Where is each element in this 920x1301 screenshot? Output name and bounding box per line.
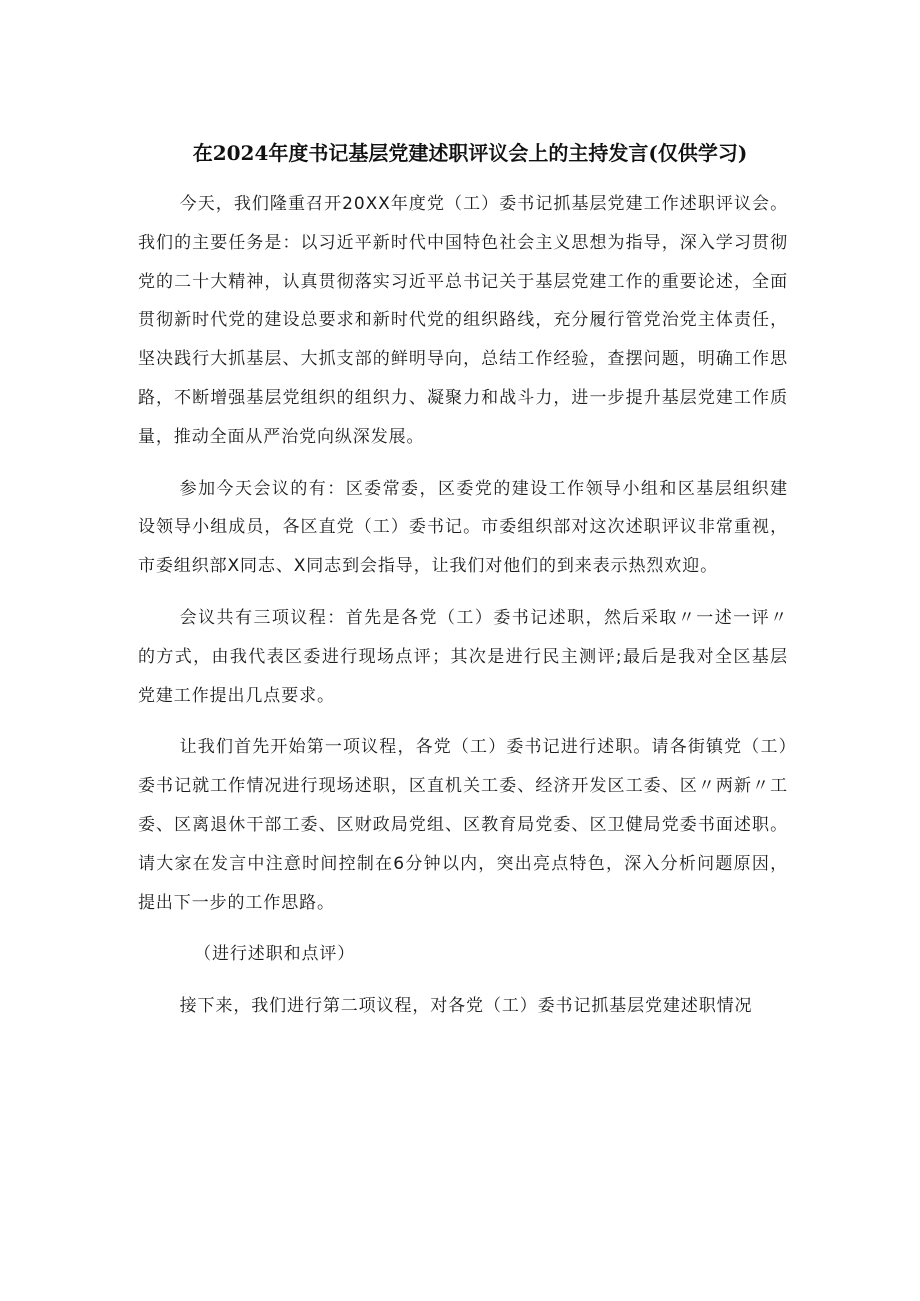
paragraph-stage-note: （进行述职和点评） bbox=[194, 944, 356, 965]
paragraph-opening: 今天，我们隆重召开20XX年度党（工）委书记抓基层党建工作述职评议会。我们的主要任务是：以习近平新时代中国特色社会主义思想为指导，深入学习贯彻党的二十大精神，认真贯彻落实习近平总书记关于基层党建工作的重要论述，全面贯彻新时代党的建设总要求和新时代党的组织路线，充分履行管党治党主体责任，坚决践行大抓基层、大抓支部的鲜明导向，总结工作经验，查摆问题，明确工作思路，不断增强基层党组织的组织力、凝聚力和战斗力，进一步提升基层党建工作质量，推动全面从严治党向纵深发展。 bbox=[138, 194, 788, 447]
paragraph-attendees: 参加今天会议的有：区委常委，区委党的建设工作领导小组和区基层组织建设领导小组成员，各区直党（工）委书记。市委组织部对这次述职评议非常重视，市委组织部X同志、X同志到会指导，让我们对他们的到来表示热烈欢迎。 bbox=[138, 478, 788, 577]
paragraph-second-item: 接下来，我们进行第二项议程，对各党（工）委书记抓基层党建述职情况 bbox=[179, 996, 753, 1017]
document-title: 在2024年度书记基层党建述职评议会上的主持发言(仅供学习) bbox=[192, 141, 748, 165]
document-body bbox=[138, 185, 788, 1039]
paragraph-first-item: 让我们首先开始第一项议程，各党（工）委书记进行述职。请各街镇党（工）委书记就工作情况进行现场述职，区直机关工委、经济开发区工委、区〃两新〃工委、区离退休干部工委、区财政局党组、区教育局党委、区卫健局党委书面述职。请大家在发言中注意时间控制在6分钟以内，突出亮点特色，深入分析问题原因，提出下一步的工作思路。 bbox=[138, 737, 788, 913]
paragraph-agenda: 会议共有三项议程：首先是各党（工）委书记述职，然后采取〃一述一评〃的方式，由我代表区委进行现场点评；其次是进行民主测评;最后是我对全区基层党建工作提出几点要求。 bbox=[138, 607, 788, 706]
